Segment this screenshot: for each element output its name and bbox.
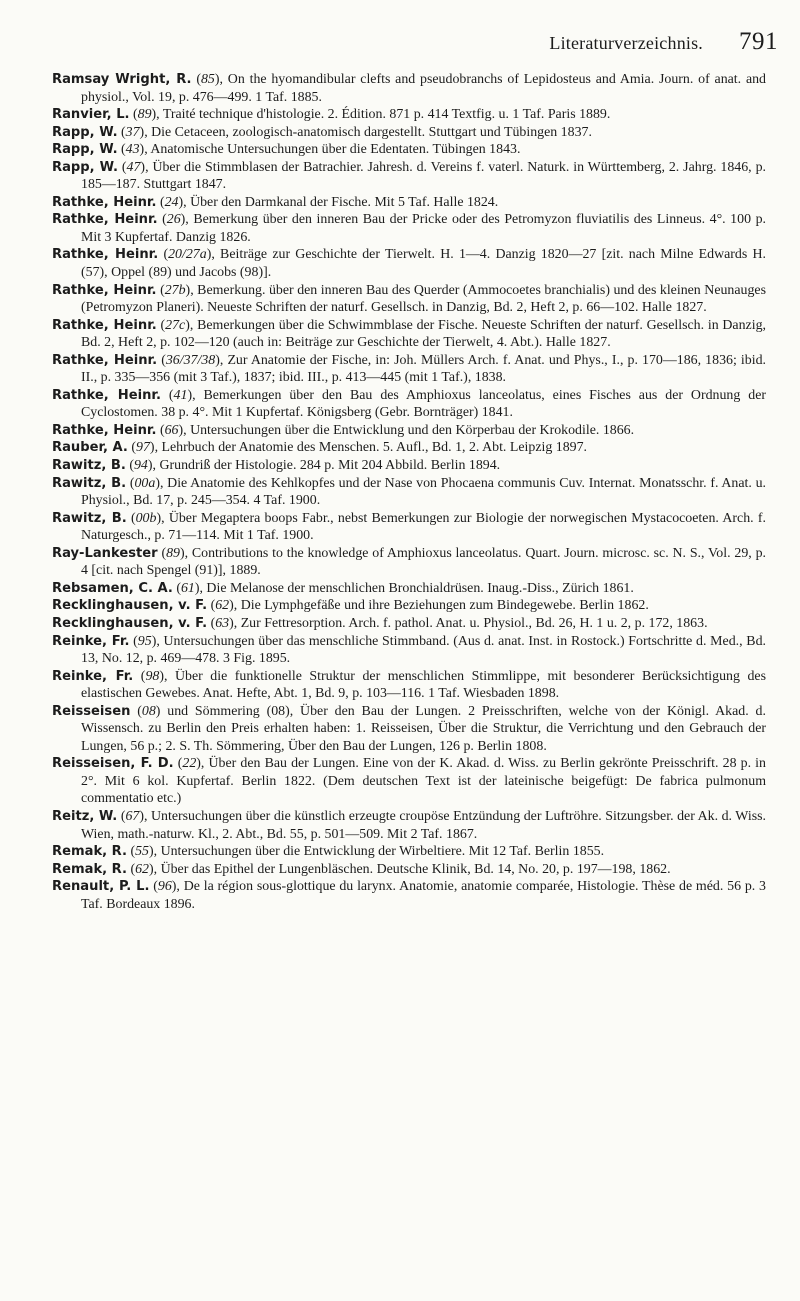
entry-author: Reinke, Fr. xyxy=(52,633,130,649)
entry-author: Rathke, Heinr. xyxy=(52,387,161,403)
entry-text: , Die Anatomie des Kehlkopfes und der Nase von Phocaena communis Cuv. Internat. Monatsschr. f. Anat. u. Physiol., Bd. 17, p. 245—354. 4 Taf. 1900. xyxy=(81,475,766,509)
entry-ref-key: 61 xyxy=(180,580,195,596)
bibliography-entry: Rathke, Heinr. (26), Bemerkung über den inneren Bau der Pricke oder des Petromyzon fluviatilis des Linneus. 4°. 100 p. Mit 3 Kupfertaf. Danzig 1826. xyxy=(52,212,766,245)
bibliography-entry: Rebsamen, C. A. (61), Die Melanose der menschlichen Bronchialdrüsen. Inaug.-Diss., Zürich 1861. xyxy=(52,580,634,596)
entry-ref-key: 95 xyxy=(137,633,152,649)
entry-author: Reinke, Fr. xyxy=(52,668,134,684)
entry-ref-key: 22 xyxy=(182,756,197,772)
entry-text: , Zur Fettresorption. Arch. f. pathol. Anat. u. Physiol., Bd. 26, H. 1 u. 2, p. 172, 1863. xyxy=(233,615,708,631)
bibliography-entry: Rathke, Heinr. (41), Bemerkungen über den Bau des Amphioxus lanceolatus, eines Fisches aus der Ordnung der Cyclostomen. 38 p. 4°. Mit 1 Kupfertaf. Königsberg (Gebr. Bornträger) 1841. xyxy=(52,387,767,421)
entry-text: , Zur Anatomie der Fische, in: Joh. Müllers Arch. f. Anat. und Phys., I., p. 170—186, 1836; ibid. II., p. 335—356 (mit 3 Taf.), 1837; ibid. III., p. 413—445 (mit 1 Taf.), 1838. xyxy=(81,352,766,386)
page-number: 791 xyxy=(739,28,778,55)
bibliography-entry: Rathke, Heinr. (24), Über den Darmkanal der Fische. Mit 5 Taf. Halle 1824. xyxy=(52,194,499,210)
entry-text: , Über den Bau der Lungen. Eine von der K. Akad. d. Wiss. zu Berlin gekrönte Preisschrift. 28 p. in 2°. Mit 6 kol. Kupfertaf. Berlin 1822. (Dem deutschen Text ist der lateinische beigefügt: De fabrica pulmonum commentatio etc.) xyxy=(81,756,766,807)
bibliography-entry: Reitz, W. (67), Untersuchungen über die künstlich erzeugte croupöse Entzündung der Luftröhre. Sitzungsber. der Ak. d. Wiss. Wien, math.-naturw. Kl., 2. Abt., Bd. 55, p. 501—509. Mit 2 Taf. 1867. xyxy=(52,808,766,842)
entry-author: Rawitz, B. xyxy=(52,475,127,491)
entry-author: Rathke, Heinr. xyxy=(52,352,158,368)
entry-author: Reisseisen xyxy=(52,703,131,719)
bibliography-entry: Rawitz, B. (94), Grundriß der Histologie. 284 p. Mit 204 Abbild. Berlin 1894. xyxy=(52,458,501,474)
entry-text: , Bemerkungen über den Bau des Amphioxus lanceolatus, eines Fisches aus der Ordnung der Cyclostomen. 38 p. 4°. Mit 1 Kupfertaf. Königsberg (Gebr. Bornträger) 1841. xyxy=(81,387,767,421)
bibliography-entry: Rapp, W. (37), Die Cetaceen, zoologisch-anatomisch dargestellt. Stuttgart und Tübingen 1837. xyxy=(52,124,592,140)
entry-text: , Die Cetaceen, zoologisch-anatomisch dargestellt. Stuttgart und Tübingen 1837. xyxy=(144,124,592,140)
entry-text: und Sömmering (08), Über den Bau der Lungen. 2 Preisschriften, welche von der Königl. Akad. d. Wissensch. zu Berlin den Preis erhalten haben: 1. Reisseisen, Über die Struktur, die Verrichtung und den Gebrauch der Lungen, 56 p.; 2. S. Th. Sömmering, Über den Bau der Lungen, 126 p. Berlin 1808. xyxy=(81,703,766,754)
entry-author: Rathke, Heinr. xyxy=(52,247,159,263)
entry-author: Rathke, Heinr. xyxy=(52,282,157,298)
entry-ref-key: 67 xyxy=(125,808,140,824)
entry-ref-key: 63 xyxy=(215,615,230,631)
bibliography-entry: Rathke, Heinr. (27b), Bemerkung. über den inneren Bau des Querder (Ammocoetes branchialis) und des kleinen Neunauges (Petromyzon Planeri). Neueste Schriften der naturf. Gesellsch. in Danzig, Bd. 2, Heft 2, p. 66—102. Halle 1827. xyxy=(52,282,766,316)
entry-author: Rathke, Heinr. xyxy=(52,194,157,210)
bibliography-entry: Rathke, Heinr. (66), Untersuchungen über die Entwicklung und den Körperbau der Krokodile. 1866. xyxy=(52,422,635,438)
entry-ref-key: 27b xyxy=(164,282,186,298)
entry-author: Rapp, W. xyxy=(52,124,118,140)
bibliography-entry: Rawitz, B. (00b), Über Megaptera boops Fabr., nebst Bemerkungen zur Biologie der norwegischen Mystacocoeten. Arch. f. Naturgesch., p. 71—114. Mit 1 Taf. 1900. xyxy=(52,510,766,544)
entry-ref-key: 47 xyxy=(126,159,141,175)
bibliography-entry: Rathke, Heinr. (20/27a), Beiträge zur Geschichte der Tierwelt. H. 1—4. Danzig 1820—27 [zit. nach Milne Edwards H. (57), Oppel (89) und Jacobs (98)]. xyxy=(52,247,766,281)
entry-ref-key: 98 xyxy=(145,668,160,684)
running-title: Literaturverzeichnis. xyxy=(549,33,703,53)
page-header xyxy=(50,28,778,58)
entry-text: , Bemerkung. über den inneren Bau des Querder (Ammocoetes branchialis) und des kleinen Neunauges (Petromyzon Planeri). Neueste Schriften der naturf. Gesellsch. in Danzig, Bd. 2, Heft 2, p. 66—102. Halle 1827. xyxy=(81,282,766,316)
entry-ref-key: 43 xyxy=(125,142,140,158)
entry-ref-key: 24 xyxy=(164,194,179,210)
entry-author: Rapp, W. xyxy=(52,159,118,175)
entry-text: , Traité technique d'histologie. 2. Édition. 871 p. 414 Textfig. u. 1 Taf. Paris 1889. xyxy=(156,107,611,123)
entry-text: , Grundriß der Histologie. 284 p. Mit 204 Abbild. Berlin 1894. xyxy=(152,458,501,474)
entry-ref-key: 85 xyxy=(200,72,215,87)
entry-ref-key: 89 xyxy=(137,107,152,123)
bibliography-entry: Ramsay Wright, R. (85), On the hyomandibular clefts and pseudobranchs of Lepidosteus and Amia. Journ. of anat. and physiol., Vol. 19, p. 476—499. 1 Taf. 1885. xyxy=(52,72,767,105)
entry-ref-key: 36/37/38 xyxy=(165,352,216,368)
entry-text: , Contributions to the knowledge of Amphioxus lanceolatus. Quart. Journ. microsc. sc. N. S., Vol. 29, p. 4 [cit. nach Spengel (91)], 1889. xyxy=(81,545,766,579)
entry-ref-key: 27c xyxy=(165,317,186,333)
entry-text: , Anatomische Untersuchungen über die Edentaten. Tübingen 1843. xyxy=(144,142,521,158)
entry-author: Rathke, Heinr. xyxy=(52,212,158,228)
bibliography-entry: Recklinghausen, v. F. (62), Die Lymphgefäße und ihre Beziehungen zum Bindegewebe. Berlin 1862. xyxy=(52,598,649,614)
entry-author: Rathke, Heinr. xyxy=(52,317,157,333)
entry-text: , Über den Darmkanal der Fische. Mit 5 Taf. Halle 1824. xyxy=(183,194,499,210)
bibliography-entry: Ray-Lankester (89), Contributions to the knowledge of Amphioxus lanceolatus. Quart. Journ. microsc. sc. N. S., Vol. 29, p. 4 [cit. nach Spengel (91)], 1889. xyxy=(52,545,766,579)
entry-ref-key: 96 xyxy=(157,879,172,895)
entry-ref-key: 00b xyxy=(135,510,157,526)
entry-author: Ray-Lankester xyxy=(52,545,158,561)
entry-ref-key: 41 xyxy=(173,387,188,403)
bibliography-entry: Rapp, W. (43), Anatomische Untersuchungen über die Edentaten. Tübingen 1843. xyxy=(52,142,521,158)
entry-author: Ramsay Wright, R. xyxy=(52,72,192,87)
entry-author: Rebsamen, C. A. xyxy=(52,580,173,596)
entry-text: , Beiträge zur Geschichte der Tierwelt. H. 1—4. Danzig 1820—27 [zit. nach Milne Edwards H. (57), Oppel (89) und Jacobs (98)]. xyxy=(81,247,766,281)
entry-text: , Bemerkungen über die Schwimmblase der Fische. Neueste Schriften der naturf. Gesellsch. in Danzig, Bd. 2, Heft 2, p. 102—120 (auch in: Beiträge zur Geschichte der Tierwelt, 4. Abt.). Halle 1827. xyxy=(81,317,766,351)
bibliography-entry: Remak, R. (62), Über das Epithel der Lungenbläschen. Deutsche Klinik, Bd. 14, No. 20, p. 197—198, 1862. xyxy=(52,861,671,877)
bibliography-entry: Remak, R. (55), Untersuchungen über die Entwicklung der Wirbeltiere. Mit 12 Taf. Berlin 1855. xyxy=(52,844,605,860)
entry-author: Recklinghausen, v. F. xyxy=(52,598,208,614)
entry-text: , Die Melanose der menschlichen Bronchialdrüsen. Inaug.-Diss., Zürich 1861. xyxy=(199,580,634,596)
entry-author: Rauber, A. xyxy=(52,440,128,456)
entry-text: , Untersuchungen über die künstlich erzeugte croupöse Entzündung der Luftröhre. Sitzungsber. der Ak. d. Wiss. Wien, math.-naturw. Kl., 2. Abt., Bd. 55, p. 501—509. Mit 2 Taf. 1867. xyxy=(81,808,766,842)
bibliography-list xyxy=(52,71,766,913)
entry-text: , Untersuchungen über das menschliche Stimmband. (Aus d. anat. Inst. in Rostock.) Fortschritte d. Med., Bd. 13, No. 12, p. 469—478. 3 Fig. 1895. xyxy=(81,633,766,667)
entry-text: , Bemerkung über den inneren Bau der Pricke oder des Petromyzon fluviatilis des Linneus. 4°. 100 p. Mit 3 Kupfertaf. Danzig 1826. xyxy=(81,212,766,245)
bibliography-entry: Recklinghausen, v. F. (63), Zur Fettresorption. Arch. f. pathol. Anat. u. Physiol., Bd. 26, H. 1 u. 2, p. 172, 1863. xyxy=(52,615,708,631)
entry-ref-key: 20/27a xyxy=(168,247,207,263)
entry-author: Remak, R. xyxy=(52,861,127,877)
entry-ref-key: 66 xyxy=(164,422,179,438)
entry-ref-key: 97 xyxy=(136,440,150,456)
entry-author: Rawitz, B. xyxy=(52,458,126,474)
entry-text: , On the hyomandibular clefts and pseudobranchs of Lepidosteus and Amia. Journ. of anat. and physiol., Vol. 19, p. 476—499. 1 Taf. 1885. xyxy=(81,72,767,105)
bibliography-entry: Reisseisen, F. D. (22), Über den Bau der Lungen. Eine von der K. Akad. d. Wiss. zu Berlin gekrönte Preisschrift. 28 p. in 2°. Mit 6 kol. Kupfertaf. Berlin 1822. (Dem deutschen Text ist der lateinische beigefügt: De fabrica pulmonum commentatio etc.) xyxy=(52,756,766,807)
entry-ref-key: 26 xyxy=(166,212,181,228)
entry-ref-key: 55 xyxy=(135,844,149,860)
entry-text: , Über die Stimmblasen der Batrachier. Jahresh. d. Vereins f. vaterl. Naturk. in Württemberg, 2. Jahrg. 1846, p. 185—187. Stuttgart 1847. xyxy=(81,159,766,193)
entry-author: Reisseisen, F. D. xyxy=(52,756,174,772)
bibliography-entry: Rapp, W. (47), Über die Stimmblasen der Batrachier. Jahresh. d. Vereins f. vaterl. Naturk. in Württemberg, 2. Jahrg. 1846, p. 185—187. Stuttgart 1847. xyxy=(52,159,766,193)
entry-ref-key: 89 xyxy=(166,545,180,561)
entry-text: , Über Megaptera boops Fabr., nebst Bemerkungen zur Biologie der norwegischen Mystacocoeten. Arch. f. Naturgesch., p. 71—114. Mit 1 Taf. 1900. xyxy=(81,510,766,544)
entry-text: , Über die funktionelle Struktur der menschlichen Stimmlippe, mit besonderer Berücksichtigung des elastischen Gewebes. Anat. Hefte, Abt. 1, Bd. 9, p. 103—116. 1 Taf. Wiesbaden 1898. xyxy=(81,668,766,702)
entry-author: Rapp, W. xyxy=(52,142,118,158)
entry-author: Ranvier, L. xyxy=(52,107,130,123)
bibliography-entry: Reinke, Fr. (95), Untersuchungen über das menschliche Stimmband. (Aus d. anat. Inst. in Rostock.) Fortschritte d. Med., Bd. 13, No. 12, p. 469—478. 3 Fig. 1895. xyxy=(52,633,766,667)
entry-author: Rathke, Heinr. xyxy=(52,422,157,438)
entry-ref-key: 62 xyxy=(135,861,149,877)
bibliography-entry: Renault, P. L. (96), De la région sous-glottique du larynx. Anatomie, anatomie comparée, Histologie. Thèse de méd. 56 p. 3 Taf. Bordeaux 1896. xyxy=(52,879,766,912)
bibliography-entry: Reinke, Fr. (98), Über die funktionelle Struktur der menschlichen Stimmlippe, mit besonderer Berücksichtigung des elastischen Gewebes. Anat. Hefte, Abt. 1, Bd. 9, p. 103—116. 1 Taf. Wiesbaden 1898. xyxy=(52,668,766,702)
entry-ref-key: 37 xyxy=(125,124,140,140)
entry-ref-key: 00a xyxy=(134,475,156,491)
bibliography-entry: Reisseisen (08) und Sömmering (08), Über den Bau der Lungen. 2 Preisschriften, welche von der Königl. Akad. d. Wissensch. zu Berlin den Preis erhalten haben: 1. Reisseisen, Über die Struktur, die Verrichtung und den Gebrauch der Lungen, 56 p.; 2. S. Th. Sömmering, Über den Bau der Lungen, 126 p. Berlin 1808. xyxy=(52,703,766,754)
entry-text: , Die Lymphgefäße und ihre Beziehungen zum Bindegewebe. Berlin 1862. xyxy=(233,598,649,614)
bibliography-entry: Rauber, A. (97), Lehrbuch der Anatomie des Menschen. 5. Aufl., Bd. 1, 2. Abt. Leipzig 1897. xyxy=(52,440,588,456)
bibliography-entry: Rathke, Heinr. (27c), Bemerkungen über die Schwimmblase der Fische. Neueste Schriften der naturf. Gesellsch. in Danzig, Bd. 2, Heft 2, p. 102—120 (auch in: Beiträge zur Geschichte der Tierwelt, 4. Abt.). Halle 1827. xyxy=(52,317,766,351)
entry-author: Renault, P. L. xyxy=(52,879,150,895)
entry-ref-key: 94 xyxy=(133,458,148,474)
bibliography-entry: Rathke, Heinr. (36/37/38), Zur Anatomie der Fische, in: Joh. Müllers Arch. f. Anat. und Phys., I., p. 170—186, 1836; ibid. II., p. 335—356 (mit 3 Taf.), 1837; ibid. III., p. 413—445 (mit 1 Taf.), 1838. xyxy=(52,352,766,386)
bibliography-entry: Rawitz, B. (00a), Die Anatomie des Kehlkopfes und der Nase von Phocaena communis Cuv. Internat. Monatsschr. f. Anat. u. Physiol., Bd. 17, p. 245—354. 4 Taf. 1900. xyxy=(52,475,766,509)
entry-author: Reitz, W. xyxy=(52,808,118,824)
entry-text: , Lehrbuch der Anatomie des Menschen. 5. Aufl., Bd. 1, 2. Abt. Leipzig 1897. xyxy=(154,440,588,456)
entry-text: , Über das Epithel der Lungenbläschen. Deutsche Klinik, Bd. 14, No. 20, p. 197—198, 1862. xyxy=(153,861,671,877)
entry-text: , Untersuchungen über die Entwicklung der Wirbeltiere. Mit 12 Taf. Berlin 1855. xyxy=(153,844,605,860)
entry-ref-key: 62 xyxy=(215,598,230,614)
entry-author: Rawitz, B. xyxy=(52,510,127,526)
entry-text: , De la région sous-glottique du larynx. Anatomie, anatomie comparée, Histologie. Thèse de méd. 56 p. 3 Taf. Bordeaux 1896. xyxy=(81,879,766,912)
entry-text: , Untersuchungen über die Entwicklung und den Körperbau der Krokodile. 1866. xyxy=(183,422,635,438)
entry-author: Recklinghausen, v. F. xyxy=(52,615,208,631)
bibliography-entry: Ranvier, L. (89), Traité technique d'histologie. 2. Édition. 871 p. 414 Textfig. u. 1 Taf. Paris 1889. xyxy=(52,107,611,123)
entry-author: Remak, R. xyxy=(52,844,127,860)
entry-ref-key: 08 xyxy=(141,703,156,719)
